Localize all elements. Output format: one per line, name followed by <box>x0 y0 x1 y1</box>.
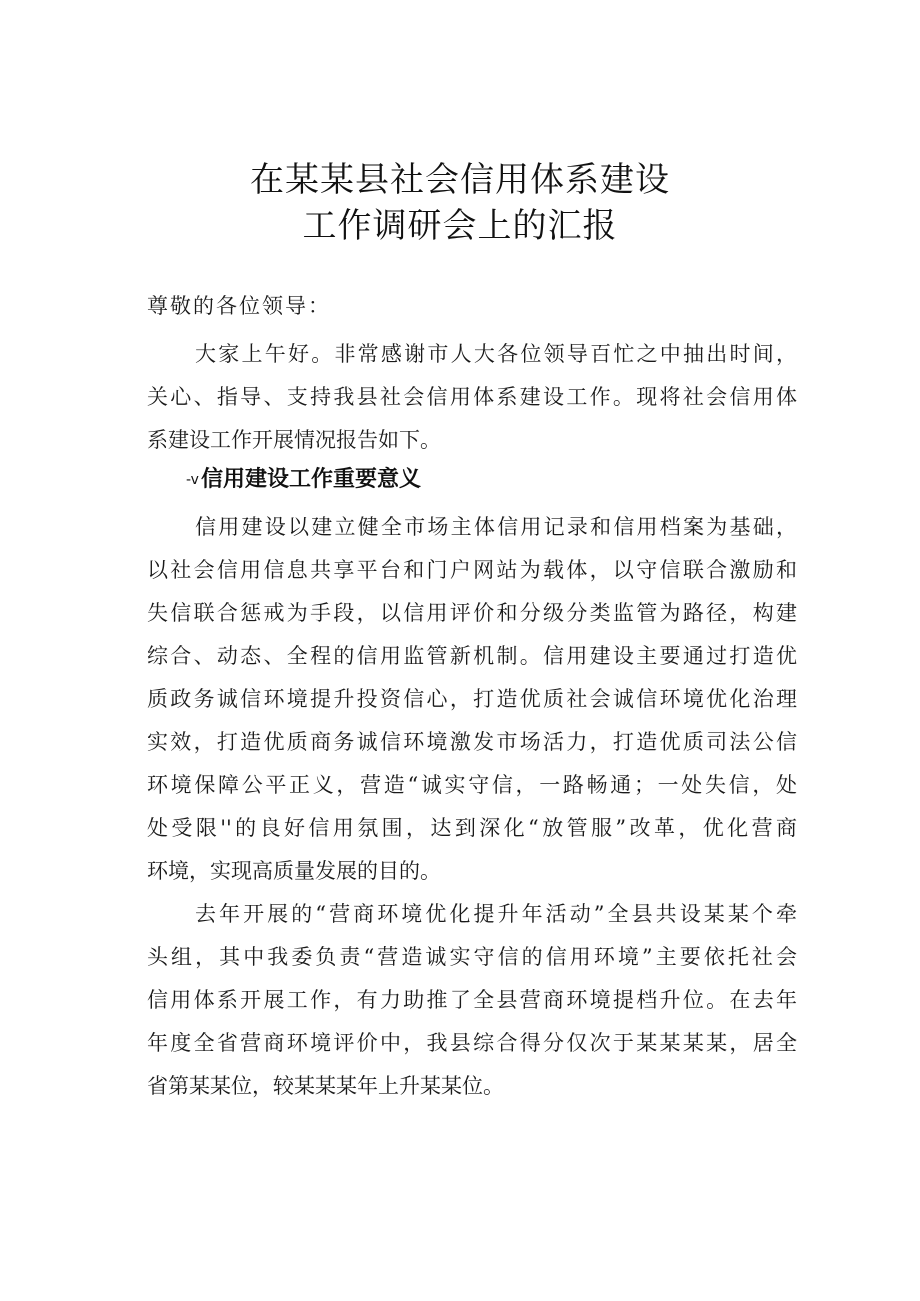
intro-line-2: 关心、指导、支持我县社会信用体系建设工作。现将社会信用体 <box>147 385 797 409</box>
para1-line-5: 质政务诚信环境提升投资信心，打造优质社会诚信环境优化治理 <box>147 687 797 711</box>
section-heading-text: 信用建设工作重要意义 <box>200 467 421 492</box>
para2-line-3: 信用体系开展工作，有力助推了全县营商环境提档升位。在去年 <box>147 988 797 1012</box>
para1-line-6: 实效，打造优质商务诚信环境激发市场活力，打造优质司法公信 <box>147 730 797 754</box>
para1-line-9: 环境，实现高质量发展的目的。 <box>147 859 441 883</box>
para2-line-5: 省第某某位，较某某某年上升某某位。 <box>147 1074 504 1098</box>
para1-line-8: 处受限''的良好信用氛围，达到深化“放管服”改革，优化营商 <box>147 816 797 840</box>
intro-line-3: 系建设工作开展情况报告如下。 <box>147 428 441 452</box>
document-title-line-2: 工作调研会上的汇报 <box>302 206 618 246</box>
para1-line-1: 信用建设以建立健全市场主体信用记录和信用档案为基础， <box>195 515 797 539</box>
salutation: 尊敬的各位领导： <box>147 294 331 318</box>
para1-line-7: 环境保障公平正义，营造“诚实守信，一路畅通；一处失信，处 <box>147 773 797 797</box>
para1-line-3: 失信联合惩戒为手段，以信用评价和分级分类监管为路径，构建 <box>147 601 797 625</box>
section-heading-marker: -v <box>186 472 199 488</box>
para2-line-2: 头组，其中我委负责“营造诚实守信的信用环境”主要依托社会 <box>147 945 797 969</box>
para1-line-2: 以社会信用信息共享平台和门户网站为载体，以守信联合激励和 <box>147 558 797 582</box>
intro-line-1: 大家上午好。非常感谢市人大各位领导百忙之中抽出时间， <box>195 342 797 366</box>
para2-line-1: 去年开展的“营商环境优化提升年活动”全县共设某某个牵 <box>195 902 797 926</box>
document-title-line-1: 在某某县社会信用体系建设 <box>250 160 670 200</box>
section-heading <box>186 462 421 493</box>
para1-line-4: 综合、动态、全程的信用监管新机制。信用建设主要通过打造优 <box>147 644 797 668</box>
para2-line-4: 年度全省营商环境评价中，我县综合得分仅次于某某某某，居全 <box>147 1031 797 1055</box>
